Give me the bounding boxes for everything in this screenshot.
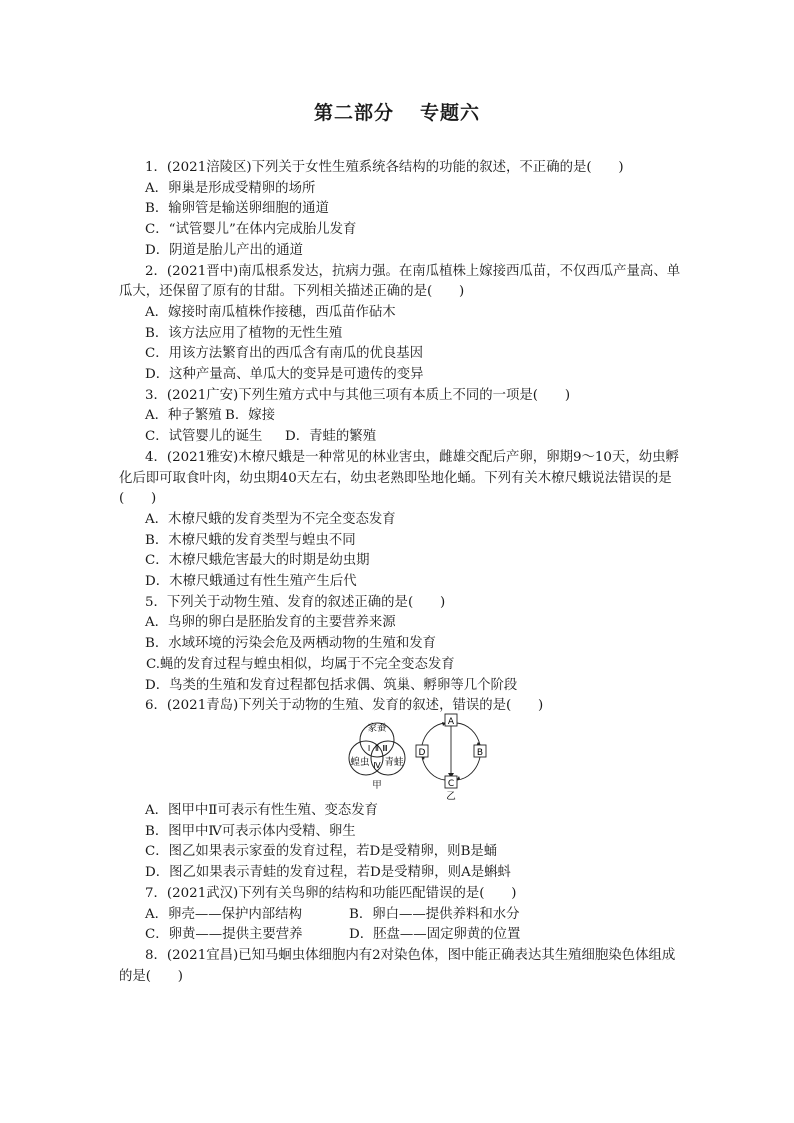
question-6-option-c: C．图乙如果表示家蚕的发育过程，若D是受精卵，则B是蛹	[145, 844, 498, 860]
question-6-diagram	[331, 713, 491, 801]
question-3-option-c: C．试管婴儿的诞生	[145, 429, 263, 445]
question-2-option-b: B．该方法应用了植物的无性生殖	[145, 325, 343, 341]
venn-label-top: 家蚕	[367, 722, 387, 734]
question-2-option-a: A．嫁接时南瓜植株作接穗，西瓜苗作砧木	[145, 304, 396, 320]
cycle-arrow-b-c	[457, 757, 480, 780]
venn-region-4: Ⅳ	[373, 760, 381, 770]
question-3-options-row-1	[145, 406, 684, 427]
cycle-label-a: A	[447, 716, 455, 727]
venn-region-2: Ⅱ	[375, 743, 379, 753]
cycle-arrow-c-d	[422, 757, 445, 780]
cycle-arrow-d-a	[422, 723, 445, 745]
question-5-stem: 5．下列关于动物生殖、发育的叙述正确的是( )	[145, 594, 446, 610]
question-6-option-d: D．图乙如果表示青蛙的发育过程，若D是受精卵，则A是蝌蚪	[145, 865, 511, 881]
question-4-option-d: D．木橑尺蛾通过有性生殖产生后代	[145, 574, 357, 590]
venn-label-left: 蝗虫	[350, 756, 370, 768]
question-7-options-row-2	[145, 925, 684, 946]
question-2-stem: 2．(2021晋中)南瓜根系发达，抗病力强。在南瓜植株上嫁接西瓜苗，不仅西瓜产量高、单瓜大，还保留了原有的甘甜。下列相关描述正确的是( )	[119, 263, 681, 300]
question-6-option-b: B．图甲中Ⅳ可表示体内受精、卵生	[145, 823, 356, 839]
question-3-stem: 3．(2021广安)下列生殖方式中与其他三项有本质上不同的一项是( )	[145, 387, 571, 403]
question-1-option-d: D．阴道是胎儿产出的通道	[145, 242, 304, 258]
question-4-stem: 4．(2021雅安)木橑尺蛾是一种常见的林业害虫，雌雄交配后产卵，卵期9～10天，幼虫孵化后即可取食叶肉，幼虫期40天左右，幼虫老熟即坠地化蛹。下列有关木橑尺蛾说法错误的是( )	[119, 449, 679, 507]
question-1-option-a: A．卵巢是形成受精卵的场所	[145, 180, 316, 196]
question-3-option-a: A．种子繁殖	[145, 408, 222, 424]
cycle-label-d: D	[418, 747, 426, 758]
cycle-arrow-a-b	[457, 723, 480, 745]
question-7-option-a: A．卵壳——保护内部结构	[145, 906, 302, 922]
question-2-option-c: C．用该方法繁育出的西瓜含有南瓜的优良基因	[145, 346, 424, 362]
question-1-option-b: B．输卵管是输送卵细胞的通道	[145, 201, 329, 217]
question-8-stem: 8．(2021宜昌)已知马蛔虫体细胞内有2对染色体，图中能正确表达其生殖细胞染色体组成的是( )	[119, 947, 676, 984]
venn-caption: 甲	[372, 779, 382, 791]
question-5-option-d: D．鸟类的生殖和发育过程都包括求偶、筑巢、孵卵等几个阶段	[145, 677, 518, 693]
question-4-option-b: B．木橑尺蛾的发育类型与蝗虫不同	[145, 532, 356, 548]
question-7-option-b: B．卵白——提供养料和水分	[349, 906, 520, 922]
question-6-option-a: A．图甲中Ⅱ可表示有性生殖、变态发育	[145, 802, 379, 818]
page-title	[0, 98, 794, 125]
question-6-stem: 6．(2021青岛)下列关于动物的生殖、发育的叙述，错误的是( )	[145, 698, 544, 714]
question-3-options-row-2	[145, 427, 684, 448]
question-7-options-row-1	[145, 905, 684, 926]
question-6-figure	[119, 716, 684, 801]
question-list	[119, 158, 684, 987]
question-1-option-c: C．“试管婴儿”在体内完成胎儿发育	[145, 222, 357, 238]
question-1-stem: 1．(2021涪陵区)下列关于女性生殖系统各结构的功能的叙述，不正确的是( )	[145, 160, 624, 175]
cycle-label-c: C	[447, 778, 455, 789]
question-4-option-c: C．木橑尺蛾危害最大的时期是幼虫期	[145, 553, 370, 569]
question-7-option-c: C．卵黄——提供主要营养	[145, 927, 303, 943]
question-3-option-d: D．青蛙的繁殖	[285, 429, 377, 445]
cycle-label-b: B	[476, 747, 484, 758]
title-part: 第二部分	[313, 102, 394, 124]
venn-region-3: Ⅲ	[382, 743, 388, 753]
question-2-option-d: D．这种产量高、单瓜大的变异是可遗传的变异	[145, 367, 424, 383]
question-7-stem: 7．(2021武汉)下列有关鸟卵的结构和功能匹配错误的是( )	[145, 885, 517, 901]
venn-region-1: Ⅰ	[367, 743, 371, 753]
cycle-caption: 乙	[446, 790, 456, 801]
venn-label-right: 青蛙	[384, 756, 404, 768]
question-4-option-a: A．木橑尺蛾的发育类型为不完全变态发育	[145, 511, 396, 527]
question-5-option-c: C.蝇的发育过程与蝗虫相似，均属于不完全变态发育	[146, 656, 455, 672]
question-5-option-a: A．鸟卵的卵白是胚胎发育的主要营养来源	[145, 615, 396, 631]
question-7-option-d: D．胚盘——固定卵黄的位置	[349, 927, 521, 943]
title-topic: 专题六	[420, 102, 481, 124]
question-5-option-b: B．水域环境的污染会危及两栖动物的生殖和发育	[145, 636, 437, 652]
question-3-option-b: B．嫁接	[225, 408, 276, 424]
